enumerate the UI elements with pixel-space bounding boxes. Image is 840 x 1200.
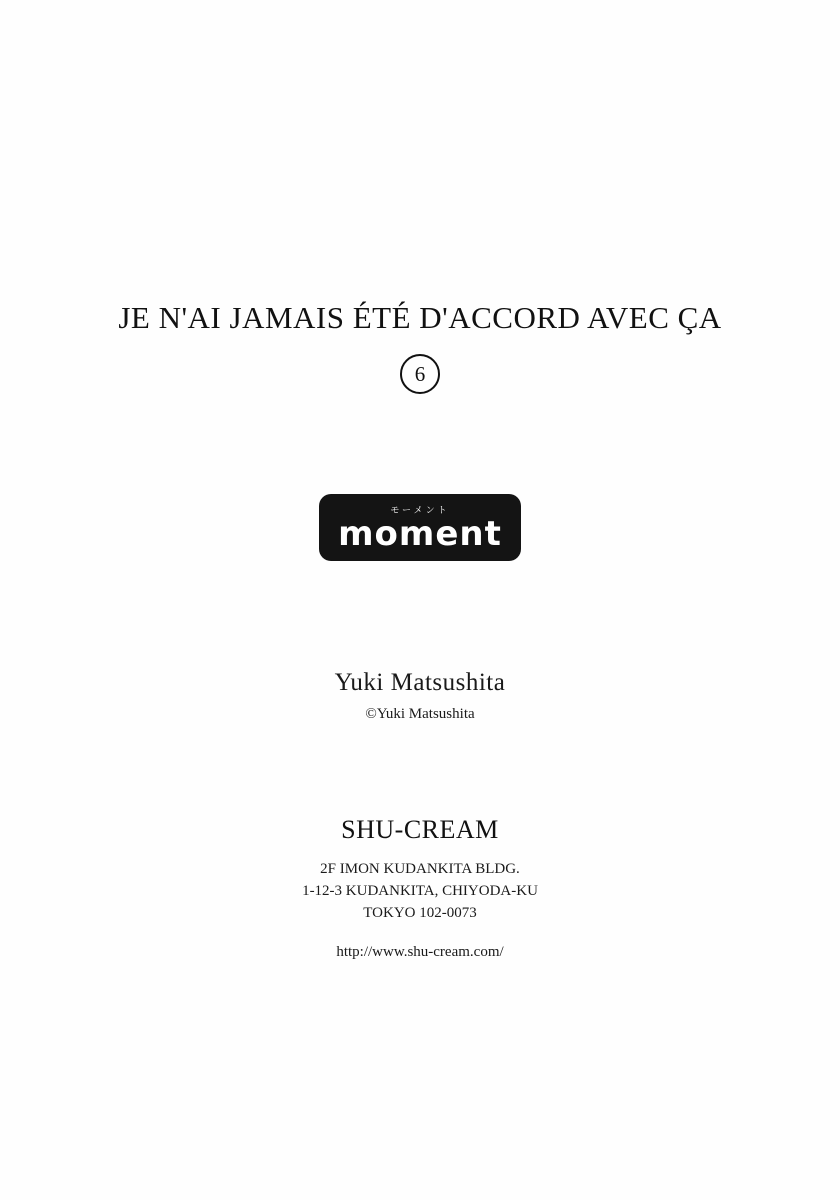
moment-logo [319, 494, 521, 561]
publisher-address [0, 859, 840, 924]
address-line-3: TOKYO 102-0073 [363, 904, 477, 921]
title-block [0, 300, 840, 394]
address-line-1: 2F IMON KUDANKITA BLDG. [320, 861, 520, 877]
logo-block [0, 494, 840, 561]
address-line-2: 1-12-3 KUDANKITA, CHIYODA-KU [302, 882, 538, 899]
logo-kana-text: モーメント [390, 506, 450, 516]
logo-wordmark: moment [338, 514, 502, 554]
publisher-name: SHU-CREAM [341, 815, 499, 844]
page-title: JE N'AI JAMAIS ÉTÉ D'ACCORD AVEC ÇA [118, 300, 722, 335]
author-name: Yuki Matsushita [334, 669, 506, 696]
copyright-notice: ©Yuki Matsushita [365, 706, 475, 722]
publisher-block [0, 815, 840, 961]
volume-number-badge: 6 [400, 354, 440, 394]
publisher-website-link[interactable]: http://www.shu-cream.com/ [336, 944, 504, 961]
author-block [0, 669, 840, 723]
